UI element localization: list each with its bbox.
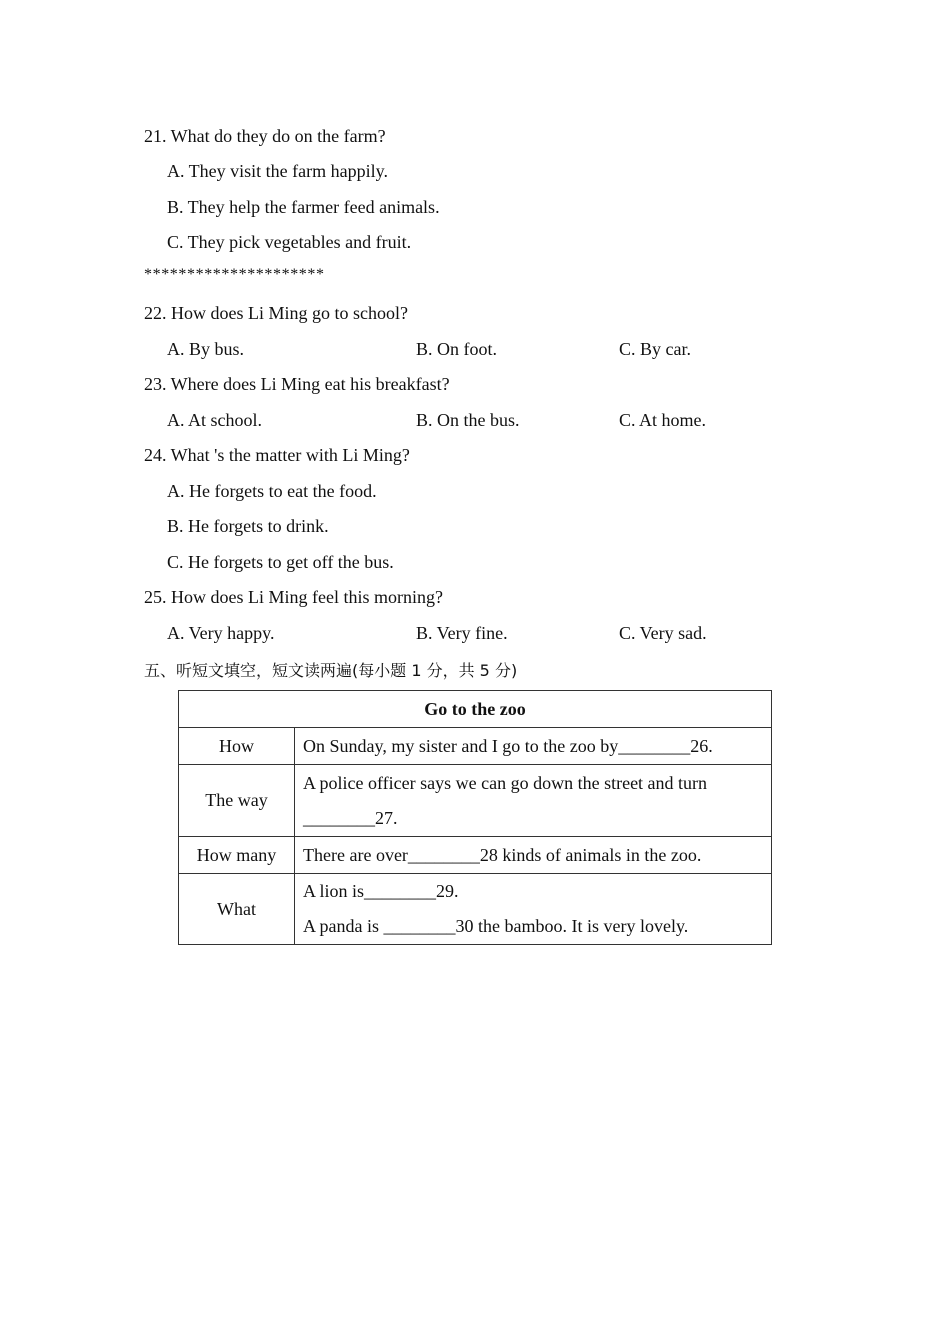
blank-26-sentence: On Sunday, my sister and I go to the zoo by________26.	[303, 735, 713, 756]
table-title: Go to the zoo	[179, 691, 772, 728]
row-label-the-way: The way	[179, 765, 295, 837]
question-24-stem: 24. What 's the matter with Li Ming?	[144, 445, 410, 465]
question-23-option-a: A. At school.	[167, 410, 263, 430]
row-label-how-many: How many	[179, 837, 295, 874]
question-25-option-c: C. Very sad.	[619, 623, 707, 643]
row-content-what	[295, 874, 772, 945]
question-23-stem: 23. Where does Li Ming eat his breakfast?	[144, 374, 450, 394]
table-row	[179, 765, 772, 837]
table-row	[179, 728, 772, 765]
question-23-option-c: C. At home.	[619, 410, 707, 430]
blank-30-sentence: A panda is ________30 the bamboo. It is very lovely.	[303, 916, 689, 936]
question-21-option-c: C. They pick vegetables and fruit.	[167, 232, 412, 252]
question-22-option-b: B. On foot.	[416, 339, 497, 359]
question-21-option-a: A. They visit the farm happily.	[167, 161, 388, 181]
table-row	[179, 874, 772, 945]
blank-27-sentence-line-1: A police officer says we can go down the street and turn	[303, 772, 708, 793]
blank-29-sentence: A lion is________29.	[303, 881, 459, 901]
question-24-option-c: C. He forgets to get off the bus.	[167, 552, 394, 572]
question-24-option-b: B. He forgets to drink.	[167, 516, 329, 536]
question-25-option-b: B. Very fine.	[416, 623, 508, 643]
row-content-how-many	[295, 837, 772, 874]
question-23-option-b: B. On the bus.	[416, 410, 520, 430]
blank-27-sentence-line-2: ________27.	[303, 807, 398, 828]
row-content-how	[295, 728, 772, 765]
row-label-what: What	[179, 874, 295, 945]
question-22-stem: 22. How does Li Ming go to school?	[144, 303, 408, 323]
row-label-how: How	[179, 728, 295, 765]
question-24-option-a: A. He forgets to eat the food.	[167, 481, 377, 501]
section-5-title: 五、听短文填空，短文读两遍(每小题 1 分，共 5 分)	[144, 661, 518, 680]
question-22-option-a: A. By bus.	[167, 339, 245, 359]
question-22-option-c: C. By car.	[619, 339, 691, 359]
question-25-option-a: A. Very happy.	[167, 623, 275, 643]
question-21-stem: 21. What do they do on the farm?	[144, 126, 386, 146]
question-21-option-b: B. They help the farmer feed animals.	[167, 197, 440, 217]
separator-stars: *********************	[144, 266, 325, 283]
blank-28-sentence: There are over________28 kinds of animals in the zoo.	[303, 844, 702, 865]
row-content-the-way	[295, 765, 772, 837]
question-25-stem: 25. How does Li Ming feel this morning?	[144, 587, 443, 607]
zoo-fill-table	[178, 690, 772, 945]
table-row	[179, 837, 772, 874]
